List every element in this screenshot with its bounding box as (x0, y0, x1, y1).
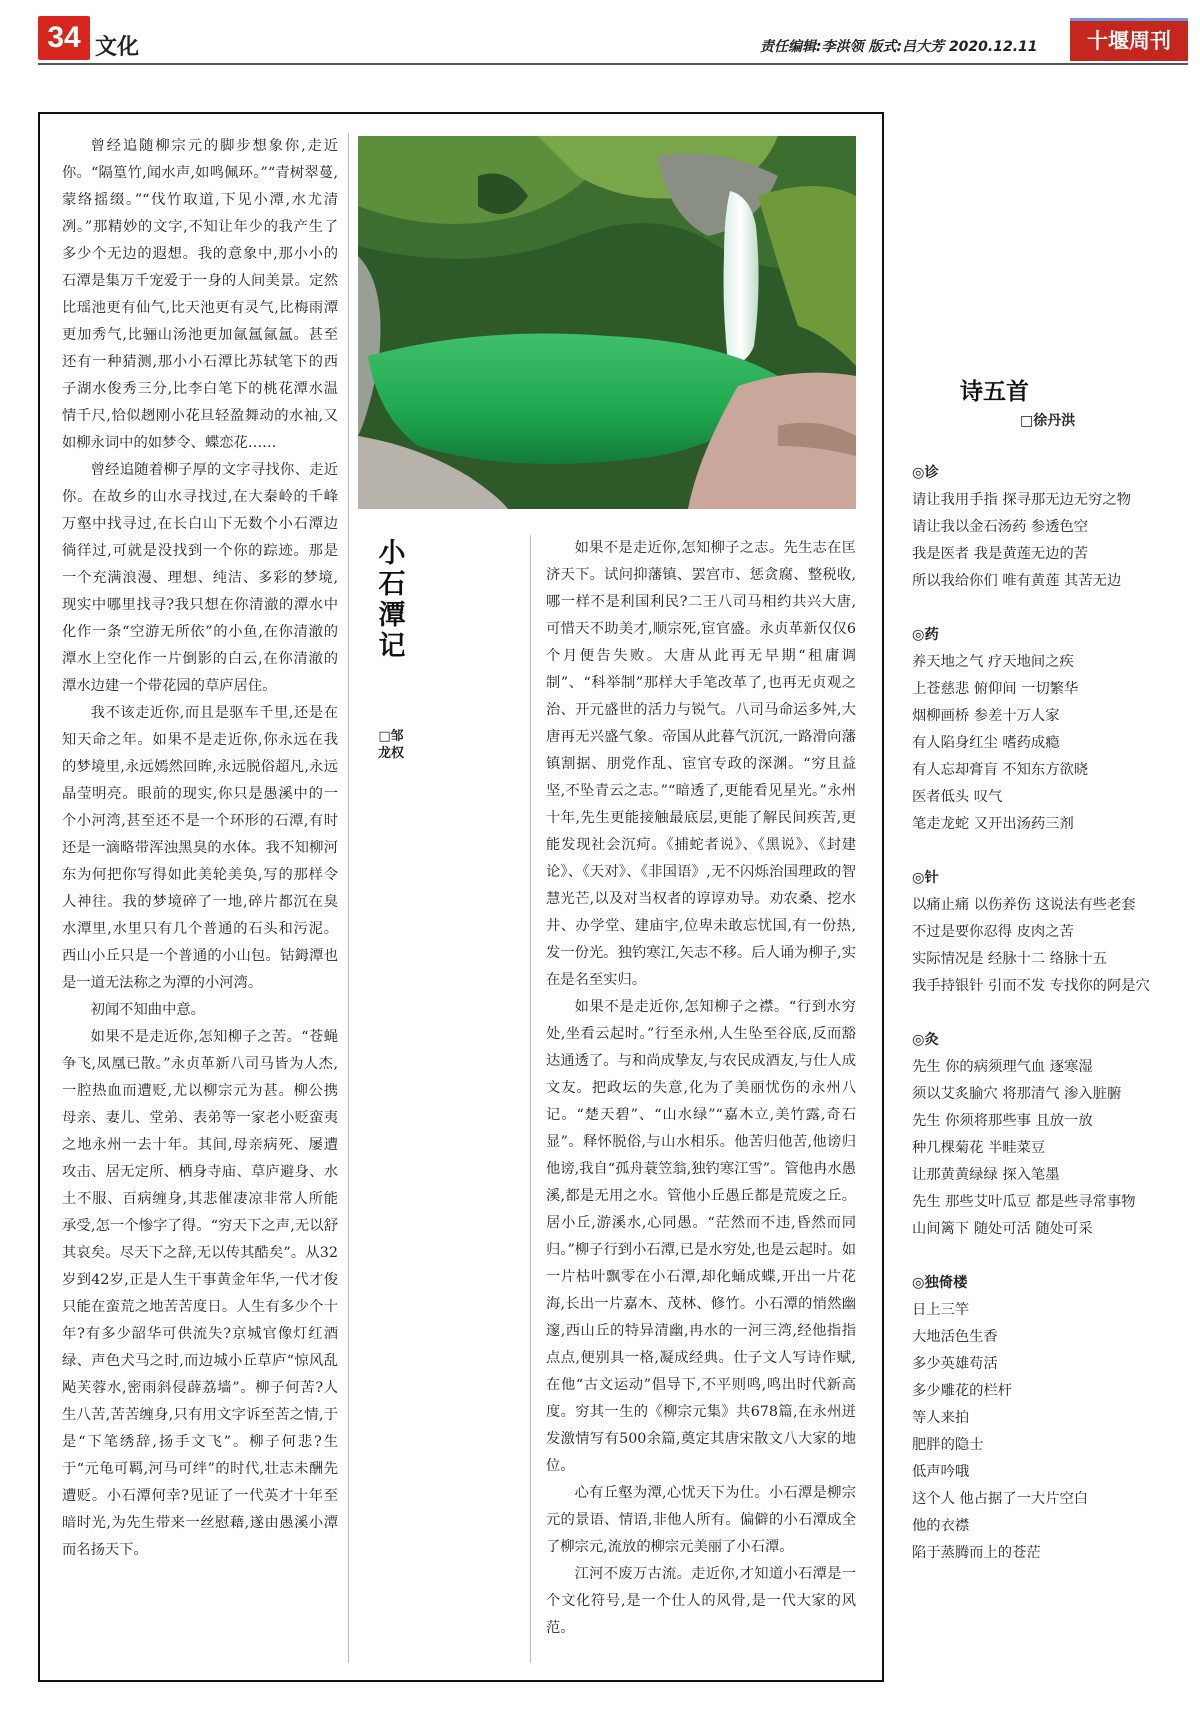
paragraph: 如果不是走近你,怎知柳子之襟。“行到水穷处,坐看云起时。”行至永州,人生坠至谷底,反而豁达通透了。与和尚成挚友,与农民成酒友,与仕人成文友。把政坛的失意,化为了美丽忧伤的永州八记。“楚天碧”、“山水绿”“嘉木立,美竹露,奇石显”。释怀脱俗,与山水相乐。他苦归他苦,他谤归他谤,我自“孤舟蓑笠翁,独钓寒江雪”。管他冉水愚溪,都是无用之水。管他小丘愚丘都是荒废之丘。居小丘,游溪水,心同愚。“茫然而不违,昏然而同归。”柳子行到小石潭,已是水穷处,也是云起时。如一片枯叶飘零在小石潭,却化蛹成蝶,开出一片花海,长出一片嘉木、茂林、修竹。小石潭的悄然幽邃,西山丘的特异清幽,冉水的一河三湾,经他指指点点,便别具一格,凝成经典。仕子文人写诗作赋,在他“古文运动”倡导下,不平则鸣,鸣出时代新高度。穷其一生的《柳宗元集》共678篇,在永州迸发激情写有500余篇,奠定其唐宋散文八大家的地位。 (546, 999, 856, 1474)
poems-title: 诗五首 (960, 378, 1029, 405)
article-author: □邹龙权 (378, 729, 405, 761)
poem-line: 这个人 他占据了一大片空白 (912, 1491, 1089, 1507)
waterfall-pool-photo (358, 136, 856, 509)
poems-column (912, 460, 1197, 1594)
poem-line: 先生 你须将那些事 且放一放 (912, 1113, 1093, 1129)
poem-line: 不过是要你忍得 皮肉之苦 (912, 924, 1074, 940)
poem (912, 865, 1197, 1000)
article-column-2 (546, 535, 856, 1642)
paragraph: 心有丘壑为潭,心忧天下为仕。小石潭是柳宗元的景语、情语,非他人所有。偏僻的小石潭成全了柳宗元,流放的柳宗元美丽了小石潭。 (546, 1485, 856, 1555)
poem-line: 先生 那些艾叶瓜豆 都是些寻常事物 (912, 1194, 1136, 1210)
poem-line: 陷于蒸腾而上的苍茫 (912, 1545, 1041, 1561)
poem (912, 1027, 1197, 1243)
poem-line: 烟柳画桥 参差十万人家 (912, 708, 1060, 724)
paragraph: 江河不废万古流。走近你,才知道小石潭是一个文化符号,是一个仕人的风骨,是一代大家的风范。 (546, 1566, 856, 1636)
paragraph: 如果不是走近你,怎知柳子之志。先生志在匡济天下。试问抑藩镇、罢宫市、惩贪腐、整税收,哪一样不是利国利民?二王八司马相约共兴大唐,可惜天不助美才,顺宗死,宦官盛。永贞革新仅仅6个月便告失败。大唐从此再无早期“租庸调制”、“科举制”那样大手笔改革了,也再无贞观之治、开元盛世的活力与锐气。八司马命运多舛,大唐再无兴盛气象。帝国从此暮气沉沉,一路滑向藩镇割据、朋党作乱、宦官专政的深渊。“穷且益坚,不坠青云之志。”“暗透了,更能看见星光。”永州十年,先生更能接触最底层,更能了解民间疾苦,更能发现社会沉疴。《捕蛇者说》、《黑说》、《封建论》、《天对》、《非国语》,无不闪烁治国理政的智慧光芒,以及对当权者的谆谆劝导。劝农桑、挖水井、办学堂、建庙宇,位卑未敢忘忧国,有一份热,发一份光。独钓寒江,矢志不移。后人诵为柳子,实在是名至实归。 (546, 540, 856, 988)
poem-line: 让那黄黄绿绿 探入笔墨 (912, 1167, 1060, 1183)
editor-credits: 责任编辑:李洪领 版式:吕大芳 2020.12.11 (760, 39, 1038, 55)
poem-line: 实际情况是 经脉十二 络脉十五 (912, 951, 1107, 967)
page-number: 34 (38, 16, 90, 60)
poem-line: 有人陷身红尘 嗜药成瘾 (912, 735, 1060, 751)
poem-line: 日上三竿 (912, 1302, 970, 1318)
poem-line: 请让我用手指 探寻那无边无穷之物 (912, 492, 1131, 508)
poem (912, 622, 1197, 838)
poem-line: 养天地之气 疗天地间之疾 (912, 654, 1074, 670)
poem-heading: ◎针 (912, 870, 939, 886)
paragraph: 曾经追随着柳子厚的文字寻找你、走近你。在故乡的山水寻找过,在大秦岭的千峰万壑中找寻过,在长白山下无数个小石潭边徜徉过,可就是没找到一个你的踪迹。那是一个充满浪漫、理想、纯洁、多彩的梦境,现实中哪里找寻?我只想在你清澈的潭水中化作一条“空游无所依”的小鱼,在你清澈的潭水上空化作一片倒影的白云,在你清澈的潭水边建一个带花园的草庐居住。 (62, 462, 338, 694)
poem-line: 多少雕花的栏杆 (912, 1383, 1013, 1399)
poem-line: 多少英雄苟活 (912, 1356, 998, 1372)
poem-line: 他的衣襟 (912, 1518, 970, 1534)
poem-line: 我手持银针 引而不发 专找你的阿是穴 (912, 978, 1150, 994)
poem-line: 山间篱下 随处可活 随处可采 (912, 1221, 1093, 1237)
paragraph: 我不该走近你,而且是驱车千里,还是在知天命之年。如果不是走近你,你永远在我的梦境里,永远嫣然回眸,永远脱俗超凡,永远晶莹明亮。眼前的现实,你只是愚溪中的一个小河湾,甚至还不是一个环形的石潭,有时还是一滴略带浑浊黑臭的水体。我不知柳河东为何把你写得如此美轮美奂,写的那样令人神往。我的梦境碎了一地,碎片都沉在臭水潭里,水里只有几个普通的石头和污泥。西山小丘只是一个普通的小山包。钴鉧潭也是一道无法称之为潭的小河湾。 (62, 705, 338, 991)
paragraph: 如果不是走近你,怎知柳子之苦。“苍蝇争飞,凤凰已散。”永贞革新八司马皆为人杰,一腔热血而遭贬,尤以柳宗元为甚。柳公携母亲、妻儿、堂弟、表弟等一家老小贬蛮夷之地永州一去十年。其间,母亲病死、屡遭攻击、居无定所、栖身寺庙、草庐避身、水土不服、百病缠身,其悲催凄凉非常人所能承受,怎一个惨字了得。“穷天下之声,无以舒其哀矣。尽天下之辞,无以传其酷矣”。从32岁到42岁,正是人生干事黄金年华,一代才俊只能在蛮荒之地苦苦度日。人生有多少个十年?有多少韶华可供流失?京城官像灯红酒绿、声色犬马之时,而边城小丘草庐“惊风乱飐芙蓉水,密雨斜侵薜荔墙”。柳子何苦?人生八苦,苦苦缠身,只有用文字诉至苦之情,于是“下笔绣辞,扬手文飞”。柳子何悲?生于“元龟可羁,河马可绊”的时代,壮志未酬先遭贬。小石潭何幸?见证了一代英才十年至暗时光,为先生带来一丝慰藉,遂由愚溪小潭而名扬天下。 (62, 1029, 338, 1558)
poem-line: 等人来拍 (912, 1410, 970, 1426)
poem-line: 我是医者 我是黄莲无边的苦 (912, 546, 1089, 562)
section-title: 文化 (95, 35, 140, 60)
poem-line: 低声吟哦 (912, 1464, 970, 1480)
poem-line: 肥胖的隐士 (912, 1437, 984, 1453)
poem-line: 笔走龙蛇 又开出汤药三剂 (912, 816, 1074, 832)
poem-line: 先生 你的病须理气血 逐寒湿 (912, 1059, 1093, 1075)
poem-line: 以痛止痛 以伤养伤 这说法有些老套 (912, 897, 1136, 913)
poems-author: □徐丹洪 (1020, 413, 1076, 429)
poem-heading: ◎灸 (912, 1032, 939, 1048)
poem-line: 医者低头 叹气 (912, 789, 1003, 805)
poem-line: 上苍慈悲 俯仰间 一切繁华 (912, 681, 1079, 697)
poem-line: 大地活色生香 (912, 1329, 998, 1345)
poem-line: 所以我给你们 唯有黄莲 其苦无边 (912, 573, 1122, 589)
page-header (0, 0, 1200, 70)
poem (912, 1270, 1197, 1567)
poem-line: 须以艾炙腧穴 将那清气 渗入脏腑 (912, 1086, 1122, 1102)
poem-line: 种几棵菊花 半畦菜豆 (912, 1140, 1046, 1156)
poem-line: 请让我以金石汤药 参透色空 (912, 519, 1089, 535)
column-divider (530, 535, 531, 1663)
poem-heading: ◎独倚楼 (912, 1275, 968, 1291)
column-divider (348, 133, 349, 1663)
poem-heading: ◎药 (912, 627, 939, 643)
poem-heading: ◎诊 (912, 465, 939, 481)
poem (912, 460, 1197, 595)
poem-line: 有人忘却膏肓 不知东方欲晓 (912, 762, 1089, 778)
brand-logo: 十堰周刊 (1070, 18, 1188, 61)
paragraph: 初闻不知曲中意。 (90, 1002, 205, 1018)
paragraph: 曾经追随柳宗元的脚步想象你,走近你。“隔篁竹,闻水声,如鸣佩环。”“青树翠蔓,蒙络摇缀。”“伐竹取道,下见小潭,水尤清冽。”那精妙的文字,不知让年少的我产生了多少个无边的遐想。我的意象中,那小小的石潭是集万千宠爱于一身的人间美景。定然比瑶池更有仙气,比天池更有灵气,比梅雨潭更加秀气,比骊山汤池更加氤氲氤氲。甚至还有一种猜测,那小小石潭比苏轼笔下的西子湖水俊秀三分,比李白笔下的桃花潭水温情千尺,恰似趔刚小花旦轻盈舞动的水袖,又如柳永词中的如梦令、蝶恋花…… (62, 138, 338, 451)
article-column-1 (62, 133, 338, 1564)
article-title: 小石潭记 (378, 538, 406, 662)
header-rule (38, 63, 1188, 65)
